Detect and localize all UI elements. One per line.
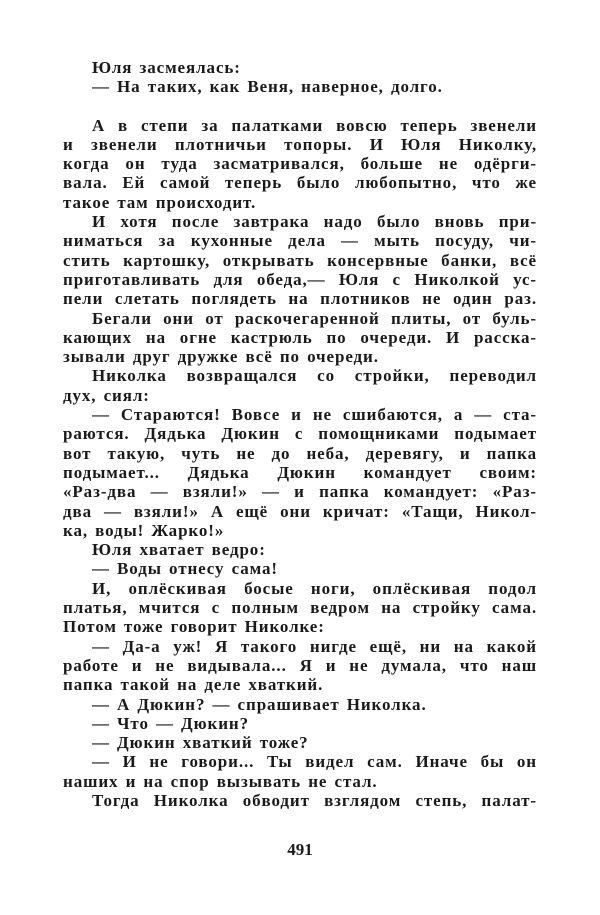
- text-line: папка такой на деле хваткий.: [63, 675, 324, 695]
- text-line: Юля засмеялась:: [92, 58, 241, 77]
- text-line: А в степи за палатками вовсю теперь звенели: [92, 115, 537, 135]
- text-line: работе и не видывала... Я и не думала, что наш: [63, 655, 537, 675]
- text-line: платья, мчится с полным ведром на стройку сама.: [63, 598, 537, 618]
- text-line: И, оплёскивая босые ноги, оплёскивая подол: [92, 578, 537, 598]
- text-line: пели слетать поглядеть на плотников не один раз.: [63, 289, 537, 309]
- text-line: два — взяли!» А ещё они кричат: «Тащи, Никол-: [63, 501, 537, 521]
- text-line: И хотя после завтрака надо было вновь при-: [92, 212, 537, 232]
- text-line: — А Дюкин? — спрашивает Николка.: [92, 694, 427, 714]
- text-line: ка, воды! Жарко!»: [63, 520, 225, 540]
- text-line: — Да-а уж! Я такого нигде ещё, ни на какой: [92, 636, 537, 656]
- text-line: Тогда Николка обводит взглядом степь, палат-: [92, 790, 537, 810]
- text-line: раются. Дядька Дюкин с помощниками подымает: [63, 424, 537, 444]
- text-line: подымает... Дядька Дюкин командует своим:: [63, 462, 537, 482]
- text-line: вот такую, чуть не до неба, деревягу, и папка: [63, 443, 537, 463]
- text-line: и звенели плотничьи топоры. И Юля Николку,: [63, 134, 537, 154]
- text-line: вала. Ей самой теперь было любопытно, что же: [63, 173, 537, 193]
- text-line: — Стараются! Вовсе и не сшибаются, а — ста-: [92, 405, 537, 425]
- text-line: приготавливать для обеда,— Юля с Николкой ус-: [63, 269, 537, 289]
- text-line: Николка возвращался со стройки, переводил: [92, 366, 537, 386]
- text-line: Юля хватает ведро:: [92, 540, 266, 560]
- text-line: стить картошку, открывать консервные банки, всё: [63, 250, 537, 270]
- book-page-text: [63, 58, 537, 810]
- page-number: 491: [287, 840, 313, 859]
- text-line: Потом тоже говорит Николке:: [63, 617, 325, 637]
- text-line: «Раз-два — взяли!» — и папка командует: «Раз-: [63, 482, 537, 502]
- section-gap: [63, 97, 537, 116]
- text-line: — Воды отнесу сама!: [92, 559, 278, 579]
- text-line: кающих на огне кастрюль по очереди. И расска-: [63, 327, 537, 347]
- text-line: наших и на спор вызывать не стал.: [63, 771, 378, 791]
- text-line: — На таких, как Веня, наверное, долго.: [92, 77, 443, 97]
- text-line: Бегали они от раскочегаренной плиты, от буль-: [92, 308, 537, 328]
- text-line: — И не говори... Ты видел сам. Иначе бы он: [92, 752, 537, 772]
- text-line: — Что — Дюкин?: [92, 713, 250, 733]
- text-line: зывали друг дружке всё по очереди.: [63, 347, 379, 367]
- text-line: ниматься за кухонные дела — мыть посуду, чи-: [63, 231, 537, 251]
- text-line: — Дюкин хваткий тоже?: [92, 733, 309, 753]
- text-line: когда он туда засматривался, больше не одёрги-: [63, 154, 537, 174]
- text-line: такое там происходит.: [63, 192, 257, 212]
- text-line: дух, сиял:: [63, 385, 150, 405]
